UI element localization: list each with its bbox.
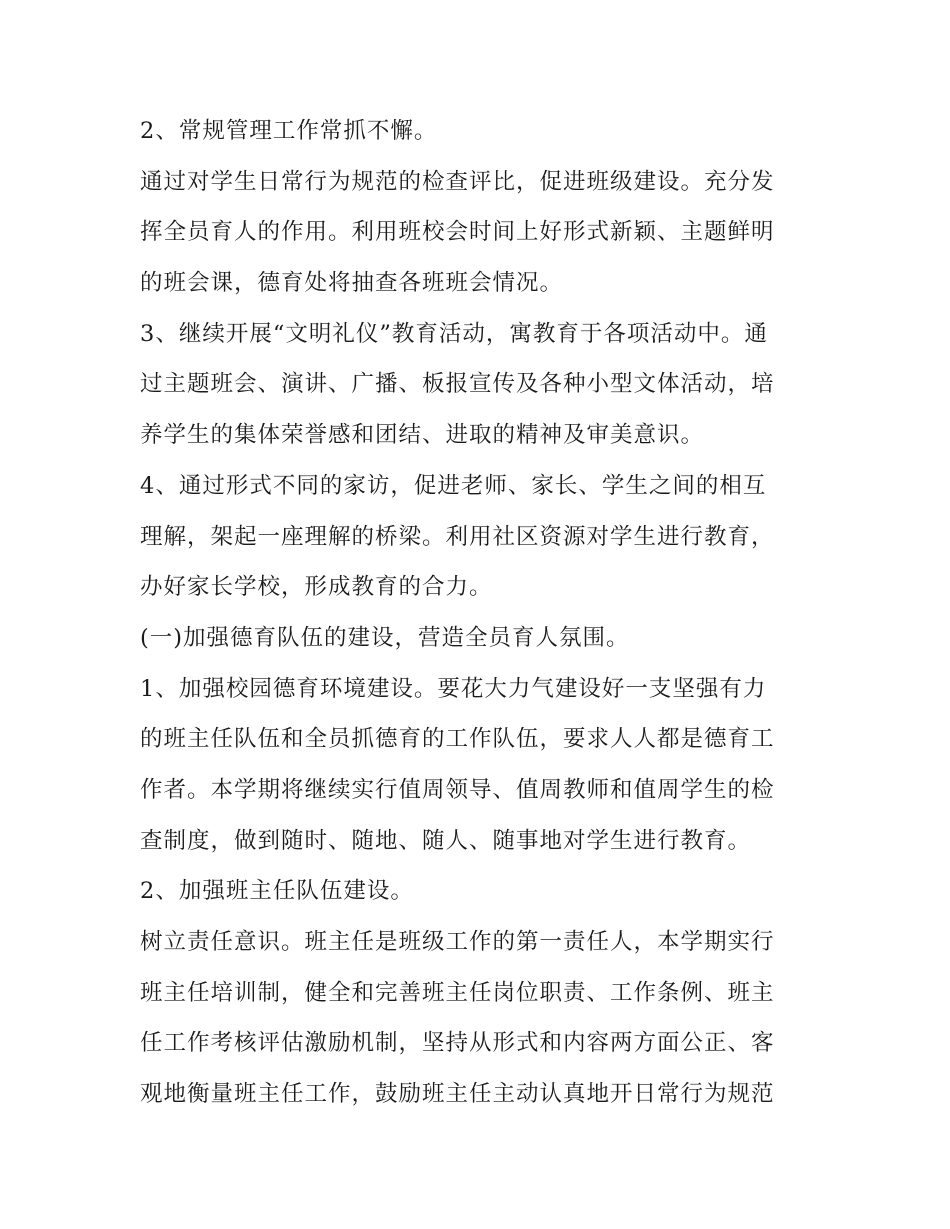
text-line: 养学生的集体荣誉感和团结、进取的精神及审美意识。 xyxy=(140,422,705,449)
text-line: 树立责任意识。班主任是班级工作的第一责任人，本学期实行 xyxy=(140,929,775,955)
text-line: 任工作考核评估激励机制，坚持从形式和内容两方面公正、客 xyxy=(140,1030,775,1057)
text-line: 理解，架起一座理解的桥梁。利用社区资源对学生进行教育， xyxy=(140,523,775,550)
text-line: 3、继续开展“文明礼仪”教育活动，寓教育于各项活动中。通 xyxy=(140,320,768,347)
text-line: 班主任培训制，健全和完善班主任岗位职责、工作条例、班主 xyxy=(140,979,775,1006)
text-line: 2、常规管理工作常抓不懈。 xyxy=(140,118,438,144)
text-line: 的班会课，德育处将抽查各班班会情况。 xyxy=(140,270,564,297)
text-line: 的班主任队伍和全员抓德育的工作队伍，要求人人都是德育工 xyxy=(140,726,775,753)
document-body xyxy=(140,106,820,1120)
text-line: 挥全员育人的作用。利用班校会时间上好形式新颖、主题鲜明 xyxy=(140,219,775,246)
text-line: 1、加强校园德育环境建设。要花大力气建设好一支坚强有力 xyxy=(140,675,767,702)
text-line: 2、加强班主任队伍建设。 xyxy=(140,878,414,905)
text-line: 通过对学生日常行为规范的检查评比，促进班级建设。充分发 xyxy=(140,168,775,195)
text-line: (一)加强德育队伍的建设，营造全员育人氛围。 xyxy=(140,624,630,651)
text-line: 查制度，做到随时、随地、随人、随事地对学生进行教育。 xyxy=(140,827,752,854)
text-line: 过主题班会、演讲、广播、板报宣传及各种小型文体活动，培 xyxy=(140,371,775,398)
text-line: 观地衡量班主任工作，鼓励班主任主动认真地开日常行为规范 xyxy=(140,1081,775,1108)
text-line: 办好家长学校，形成教育的合力。 xyxy=(140,574,493,601)
text-line: 作者。本学期将继续实行值周领导、值周教师和值周学生的检 xyxy=(140,776,775,803)
text-line: 4、通过形式不同的家访，促进老师、家长、学生之间的相互 xyxy=(140,472,767,499)
